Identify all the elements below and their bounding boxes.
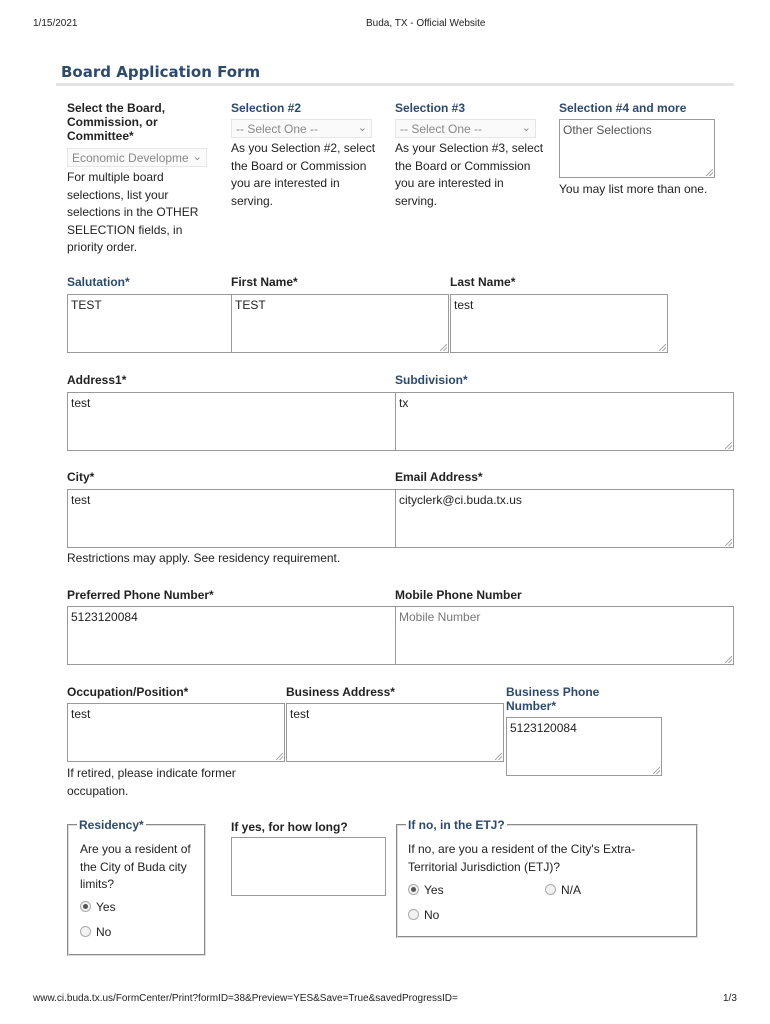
- radio-selected-icon: [408, 884, 419, 895]
- residency-option-yes[interactable]: [80, 900, 116, 914]
- business-address-value: test: [290, 707, 310, 721]
- page-header-title: Buda, TX - Official Website: [366, 18, 486, 29]
- board-help-text: For multiple board selections, list your selections in the OTHER SELECTION fields, in priority order.: [67, 170, 199, 254]
- business-address-label: Business Address*: [286, 685, 395, 699]
- print-footer-url: www.ci.buda.tx.us/FormCenter/Print?formID=38&Preview=YES&Save=True&savedProgressID=: [33, 993, 458, 1004]
- mobile-phone-label: Mobile Phone Number: [395, 588, 522, 602]
- address1-label: Address1*: [67, 373, 127, 387]
- selection3-help-text: As your Selection #3, select the Board or Commission you are interested in serving.: [395, 141, 544, 208]
- selection3-select[interactable]: [395, 119, 536, 138]
- how-long-label: If yes, for how long?: [231, 820, 348, 834]
- form-title: Board Application Form: [61, 63, 261, 81]
- salutation-label: Salutation*: [67, 275, 130, 289]
- radio-unselected-icon: [545, 884, 556, 895]
- etj-option-no[interactable]: [408, 908, 439, 922]
- other-selections-placeholder: Other Selections: [563, 123, 652, 137]
- chevron-down-icon: ⌄: [357, 122, 367, 134]
- residency-option-no-label: No: [96, 925, 112, 939]
- mobile-phone-input[interactable]: [395, 606, 734, 665]
- radio-unselected-icon: [408, 909, 419, 920]
- board-select-label: Select the Board, Commission, or Committee*: [67, 101, 166, 143]
- occupation-label: Occupation/Position*: [67, 685, 189, 699]
- business-phone-value: 5123120084: [510, 721, 577, 735]
- residency-option-no[interactable]: [80, 925, 111, 939]
- etj-option-yes[interactable]: [408, 883, 444, 897]
- occupation-help-text: If retired, please indicate former occupation.: [67, 766, 236, 798]
- etj-legend: If no, in the ETJ?: [408, 818, 505, 832]
- business-address-input[interactable]: [286, 703, 504, 762]
- chevron-down-icon: ⌄: [521, 122, 531, 134]
- first-name-value: TEST: [235, 298, 266, 312]
- selection2-label: Selection #2: [231, 101, 302, 115]
- title-divider: [56, 83, 734, 86]
- city-value: test: [71, 493, 91, 507]
- residency-option-yes-label: Yes: [96, 900, 116, 914]
- selection2-value: -- Select One --: [236, 122, 319, 136]
- preferred-phone-label: Preferred Phone Number*: [67, 588, 214, 602]
- selection3-value: -- Select One --: [400, 122, 483, 136]
- print-date: 1/15/2021: [33, 18, 78, 29]
- city-label: City*: [67, 470, 95, 484]
- city-help-text: Restrictions may apply. See residency requirement.: [67, 551, 341, 565]
- how-long-input[interactable]: [231, 837, 386, 896]
- first-name-input[interactable]: [231, 294, 449, 353]
- occupation-input[interactable]: [67, 703, 285, 762]
- subdivision-input[interactable]: [395, 392, 734, 451]
- etj-option-na[interactable]: [545, 883, 581, 897]
- selection2-help-text: As you Selection #2, select the Board or Commission you are interested in serving.: [231, 141, 376, 208]
- preferred-phone-input[interactable]: [67, 606, 396, 665]
- etj-question: If no, are you a resident of the City's Extra-Territorial Jurisdiction (ETJ)?: [408, 842, 636, 874]
- preferred-phone-value: 5123120084: [71, 610, 138, 624]
- residency-legend: Residency*: [79, 818, 144, 832]
- print-page-number: 1/3: [723, 993, 737, 1004]
- selection2-select[interactable]: [231, 119, 372, 138]
- business-phone-label: Business Phone Number*: [506, 685, 600, 713]
- business-phone-input[interactable]: [506, 717, 662, 776]
- last-name-label: Last Name*: [450, 275, 516, 289]
- mobile-phone-placeholder: Mobile Number: [399, 610, 481, 624]
- etj-option-no-label: No: [424, 908, 440, 922]
- etj-fieldset: [396, 818, 698, 938]
- city-input[interactable]: [67, 489, 396, 548]
- etj-option-yes-label: Yes: [424, 883, 444, 897]
- selection4-help-text: You may list more than one.: [559, 182, 708, 196]
- other-selections-textarea[interactable]: [559, 119, 715, 178]
- last-name-input[interactable]: [450, 294, 668, 353]
- etj-option-na-label: N/A: [561, 883, 582, 897]
- subdivision-label: Subdivision*: [395, 373, 468, 387]
- first-name-label: First Name*: [231, 275, 298, 289]
- radio-unselected-icon: [80, 926, 91, 937]
- board-select[interactable]: [67, 148, 207, 167]
- email-input[interactable]: [395, 489, 734, 548]
- residency-question: Are you a resident of the City of Buda city limits?: [80, 842, 191, 891]
- chevron-down-icon: ⌄: [192, 151, 202, 163]
- email-value: cityclerk@ci.buda.tx.us: [399, 493, 522, 507]
- occupation-value: test: [71, 707, 91, 721]
- salutation-input[interactable]: [67, 294, 232, 353]
- selection4-label: Selection #4 and more: [559, 101, 687, 115]
- last-name-value: test: [454, 298, 474, 312]
- address1-input[interactable]: [67, 392, 396, 451]
- salutation-value: TEST: [71, 298, 102, 312]
- address1-value: test: [71, 396, 91, 410]
- selection3-label: Selection #3: [395, 101, 466, 115]
- radio-selected-icon: [80, 901, 91, 912]
- subdivision-value: tx: [399, 396, 409, 410]
- board-select-value: Economic Developme: [72, 151, 189, 165]
- email-label: Email Address*: [395, 470, 483, 484]
